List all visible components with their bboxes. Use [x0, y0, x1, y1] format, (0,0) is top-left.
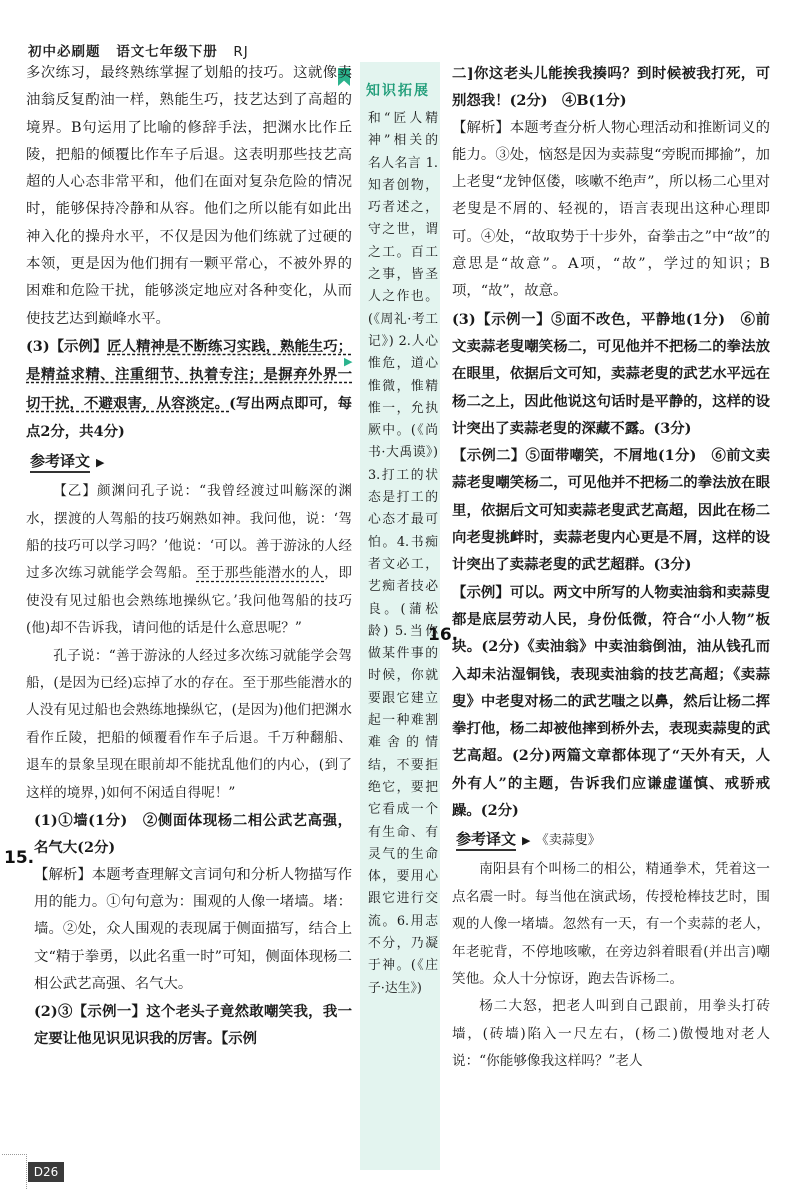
sidebar-quotes: 和“匠人精神”相关的名人名言 1.知者创物，巧者述之，守之世，谓之工。百工之事，皆圣人之作也。(《周礼·考工记》) 2.人心惟危，道心惟微，惟精惟一，允执厥中。(《尚书·大禹谟》) 3.打工的状态是打工的心态才最可怕。4.书痴者文必工，艺痴者技必良。(蒲松龄) 5.当你做某件事的时候，你就要跟它建立起一种难割难舍的情结，不要拒绝它，要把它看成一个有生命、有灵气的生命体，要用心跟它进行交流。6.用志不分，乃凝于神。(《庄子·达生》): [368, 111, 438, 996]
q15-part3-example2: 【示例二】⑤面带嘲笑，不屑地(1分) ⑥前文卖蒜老叟嘲笑杨二，可见他并不把杨二的拳法放在眼里，依据后文可知卖蒜老叟武艺高超，因此在杨二向老叟挑衅时，卖蒜老叟内心更是不屑，这样的设计突出了卖蒜老叟的武艺超群。(3分): [452, 447, 770, 574]
answer-continuation: 多次练习，最终熟练掌握了划船的技巧。这就像卖油翁反复酌油一样，熟能生巧，技艺达到了高超的境界。B句运用了比喻的修辞手法，把渊水比作丘陵，把船的倾覆比作车子后退。这表明那些技艺高超的人心态非常平和，他们在面对复杂危险的情况时，能够保持冷静和从容。他们之所以能有如此出神入化的操舟水平，不仅是因为他们练就了过硬的本领，更是因为他们拥有一颗平常心，不被外界的困难和危险干扰，能够淡定地应对各种变化，从而使技艺达到巅峰水平。: [26, 65, 352, 327]
right-column: [452, 60, 770, 1076]
q3-tag: (3)【示例】: [26, 337, 108, 355]
q15-part2-answer: (2)③【示例一】这个老头子竟然敢嘲笑我，我一定要让他见识见识我的厉害。【示例: [34, 1003, 352, 1048]
translation-paragraph: 南阳县有个叫杨二的相公，精通拳术，凭着这一点名震一时。每当他在演武场，传授枪棒技艺时，围观的人像一堵墙。忽然有一天，有一个卖蒜的老人，年老驼背，不停地咳嗽，在旁边斜着眼看(并出言)嘲笑他。众人十分惊讶，跑去告诉杨二。: [452, 861, 770, 987]
q15-analysis: 【解析】本题考查理解文言词句和分析人物描写作用的能力。①句句意为：围观的人像一堵墙。堵：墙。②处，众人围观的表现属于侧面描写，结合上文“精于拳勇，以此名重一时”可知，侧面体现杨二相公武艺高强、名气大。: [34, 866, 352, 992]
edition-label: RJ: [233, 44, 249, 60]
q15-part1-answer: (1)①墙(1分) ②侧面体现杨二相公武艺高强，名气大(2分): [34, 812, 352, 857]
question-number-15: 15.: [4, 848, 35, 868]
q15-part2-analysis: 【解析】本题考查分析人物心理活动和推断词义的能力。③处，恼怒是因为卖蒜叟“旁睨而揶揄”，加上老叟“龙钟伛偻，咳嗽不绝声”，所以杨二心里对老叟是不屑的、轻视的，语言表现出这种心理即可。④处，“故取势于十步外，奋拳击之”中“故”的意思是“故意”。A项，“故”，学过的知识；B项，“故”，故意。: [452, 119, 770, 300]
translation-paragraph: 杨二大怒，把老人叫到自己跟前，用拳头打砖墙，(砖墙)陷入一尺左右，(杨二)傲慢地对老人说：“你能够像我这样吗？”老人: [452, 998, 770, 1070]
q3-answer-text: 匠人精神是不断练习实践，熟能生巧；是精益求精、注重细节、执着专注；是摒弃外界一切干扰，不避艰害，从容淡定。: [26, 337, 352, 412]
translation-underlined-phrase: 至于那些能潜水的人: [196, 565, 325, 582]
reference-translation-2: [452, 856, 770, 1075]
sidebar-title: 知识拓展: [366, 83, 430, 99]
reference-translation: [26, 478, 352, 807]
left-column: [26, 60, 352, 1053]
question-15: [26, 807, 352, 1053]
reference-translation-heading: 参考译文 ▶: [26, 446, 352, 478]
translation-paragraph: 【乙】颜渊问孔子说：“我曾经渡过叫觞深的渊水，摆渡的人驾船的技巧娴熟如神。我问他，说：‘驾船的技巧可以学习吗？’他说：‘可以。善于游泳的人经过多次练习就能学会驾船。至于那些能潜水的人，即使没有见过船也会熟练地操纵它。’我问他驾船的技巧(他)却不告诉我，请问他的话是什么意思呢？”: [26, 483, 353, 637]
page-corner-dots: [2, 1154, 27, 1189]
pointer-arrow-icon: ▶: [344, 355, 353, 368]
reference-translation-heading-2: 参考译文 ▶ 《卖蒜叟》: [452, 824, 770, 856]
q3-score-note: (写出两点即可，每点2分，共4分): [26, 394, 352, 440]
q15-part3-example1: (3)【示例一】⑤面不改色，平静地(1分) ⑥前文卖蒜老叟嘲笑杨二，可见他并不把杨二的拳法放在眼里，依据后文可知，卖蒜老叟的武艺水平远在杨二之上，因此他说这句话时是平静的，这样的设计突出了卖蒜老叟的深藏不露。(3分): [452, 310, 770, 437]
question-number-16: 16.: [428, 625, 459, 645]
series-title: 初中必刷题: [28, 44, 101, 60]
triangle-right-icon: ▶: [522, 834, 531, 848]
translation-source: 《卖蒜叟》: [535, 833, 601, 849]
translation-paragraph: 孔子说：“善于游泳的人经过多次练习就能学会驾船，(是因为已经)忘掉了水的存在。至于那些能潜水的人没有见过船也会熟练地操纵它，(是因为)他们把渊水看作丘陵，把船的倾覆看作车子后退。千万种翻船、退车的景象呈现在眼前却不能扰乱他们的内心，(到了这样的境界，)如何不闲适自得呢！”: [26, 647, 352, 801]
page-header: [28, 40, 259, 60]
triangle-right-icon: ▶: [96, 456, 105, 470]
subject-title: 语文七年级下册: [116, 44, 218, 60]
q15-part2-continuation: 二]你这老头儿能挨我揍吗？到时候被我打死，可别怨我！(2分) ④B(1分): [452, 65, 770, 110]
q3-answer: [26, 333, 352, 446]
page-number: D26: [28, 1162, 64, 1182]
q16-answer: 【示例】可以。两文中所写的人物卖油翁和卖蒜叟都是底层劳动人民，身份低微，符合“小人物”板块。(2分)《卖油翁》中卖油翁倒油，油从钱孔而入却未沾湿铜钱，表现卖油翁的技艺高超；《卖蒜叟》中老叟对杨二的武艺嗤之以鼻，然后让杨二挥拳打他，杨二却被他摔到桥外去，表现卖蒜叟的武艺高超。(2分)两篇文章都体现了“天外有天，人外有人”的主题，告诉我们应谦虚谨慎、戒骄戒躁。(2分): [452, 583, 770, 820]
